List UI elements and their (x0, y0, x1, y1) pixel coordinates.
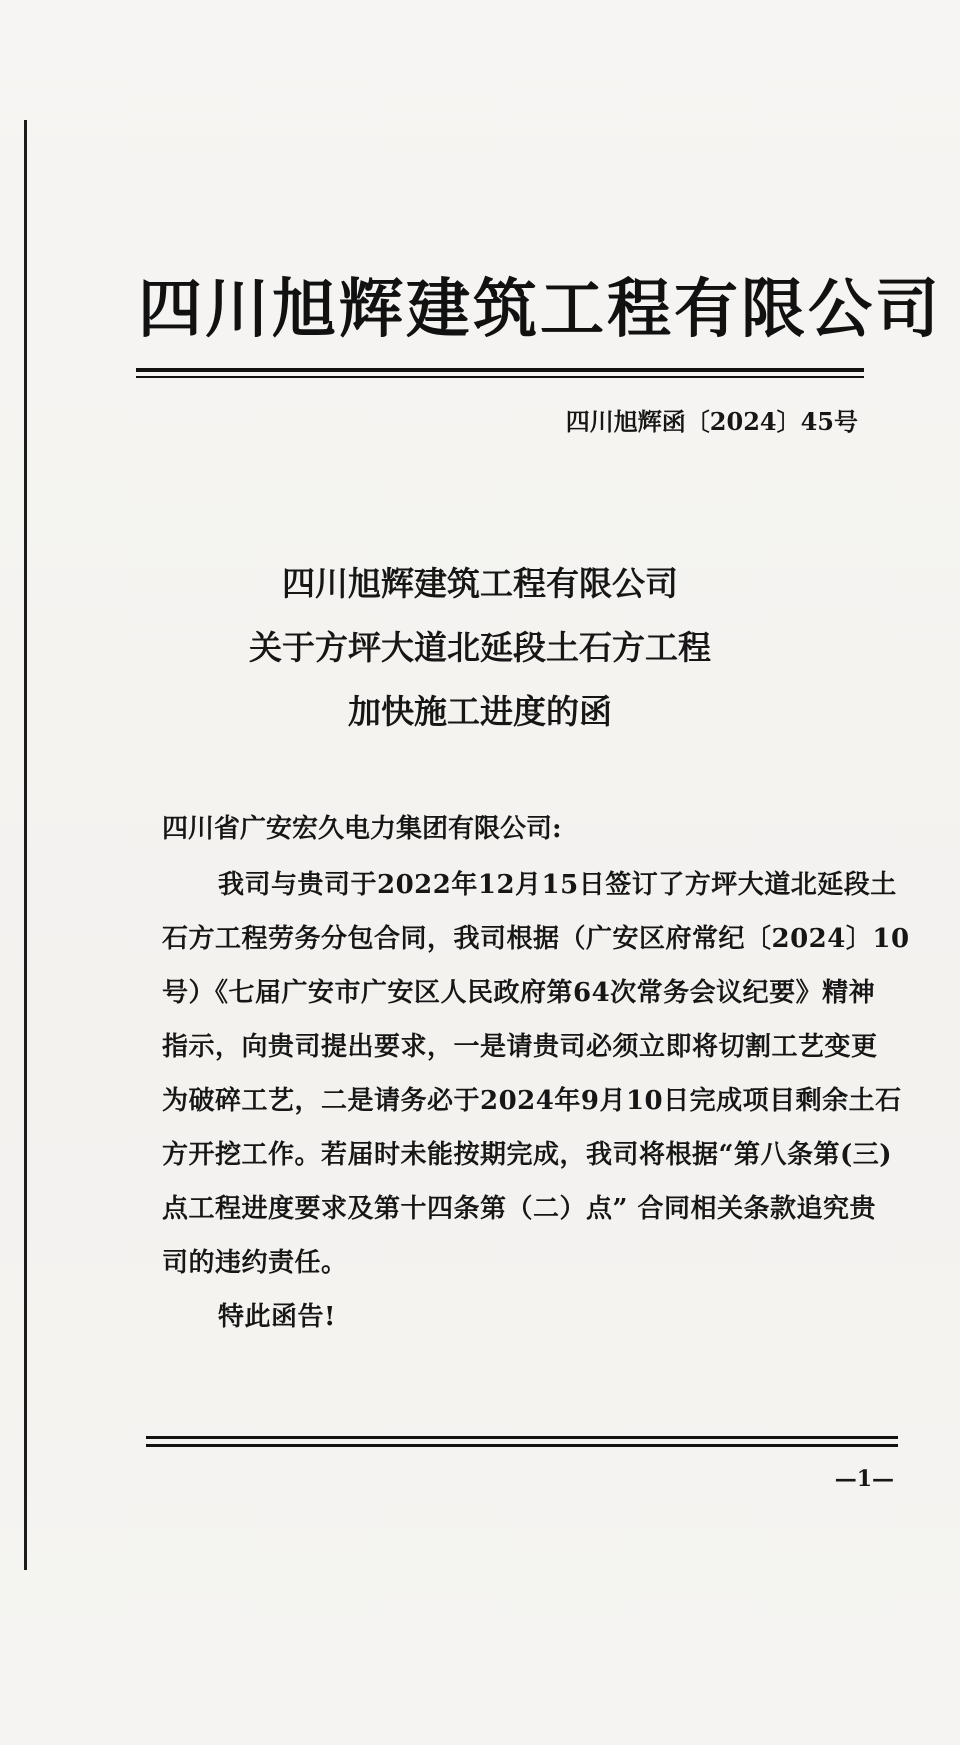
subject-line-2: 关于方坪大道北延段土石方工程 (249, 628, 711, 667)
body-line: 方开挖工作。若届时未能按期完成，我司将根据“第八条第(三) (162, 1140, 893, 1170)
letterhead-rule-thin (136, 376, 864, 378)
body-line: 点工程进度要求及第十四条第（二）点” 合同相关条款追究贵 (162, 1194, 877, 1224)
body-line: 指示，向贵司提出要求，一是请贵司必须立即将切割工艺变更 (162, 1032, 878, 1062)
body-line: 我司与贵司于2022年12月15日签订了方坪大道北延段土 (218, 870, 897, 900)
binding-line (24, 120, 27, 1570)
letterhead-rule-thick (136, 368, 864, 372)
letterhead-company-name: 四川旭辉建筑工程有限公司 (138, 273, 942, 347)
footer-rule-top (146, 1436, 898, 1439)
body-line: 司的违约责任。 (162, 1248, 348, 1278)
page-number: —1— (834, 1466, 894, 1492)
addressee: 四川省广安宏久电力集团有限公司: (162, 814, 562, 844)
subject-line-3: 加快施工进度的函 (348, 692, 612, 731)
closing-line: 特此函告! (218, 1302, 336, 1332)
body-line: 号）《七届广安市广安区人民政府第64次常务会议纪要》精神 (162, 978, 876, 1008)
footer-rule-bottom (146, 1444, 898, 1447)
subject-line-1: 四川旭辉建筑工程有限公司 (282, 564, 678, 603)
body-line: 石方工程劳务分包合同，我司根据（广安区府常纪〔2024〕10 (162, 924, 910, 954)
body-line: 为破碎工艺，二是请务必于2024年9月10日完成项目剩余土石 (162, 1086, 902, 1116)
document-number: 四川旭辉函〔2024〕45号 (565, 407, 858, 436)
